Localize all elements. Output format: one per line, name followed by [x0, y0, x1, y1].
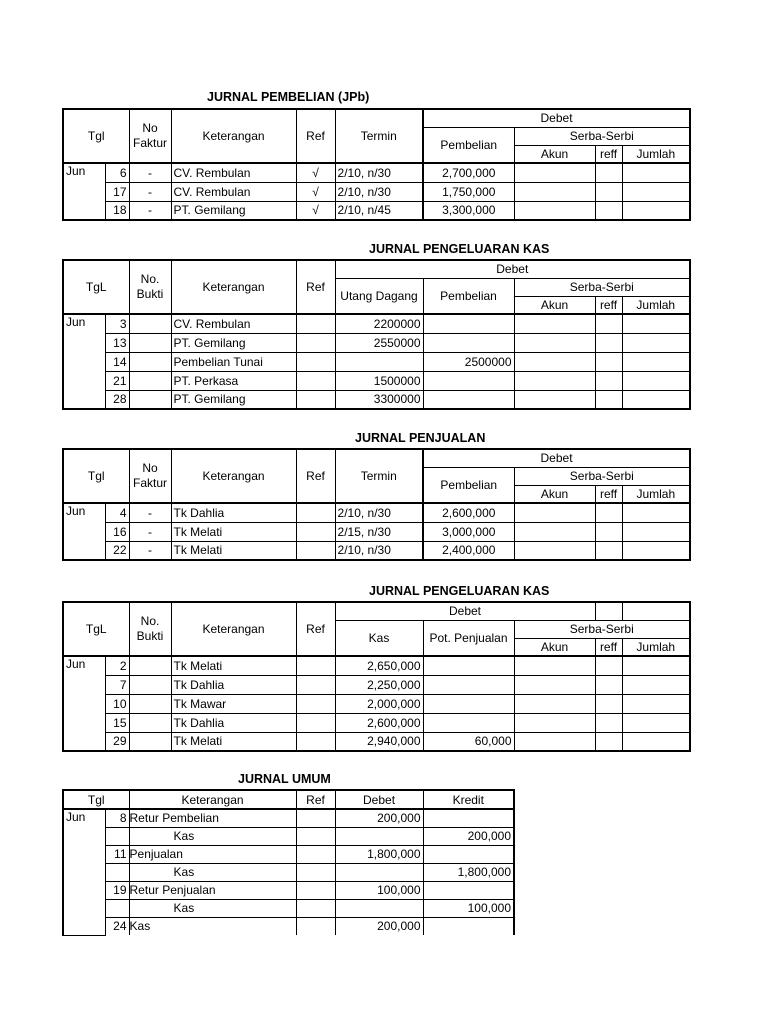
- keterangan-cell: Kas: [129, 917, 296, 935]
- termin-cell: 2/10, n/30: [335, 163, 423, 182]
- day-cell: 28: [105, 390, 129, 409]
- utang-cell: [335, 352, 423, 371]
- keterangan-cell: Retur Penjualan: [129, 881, 296, 899]
- empty-cell: [622, 333, 690, 352]
- debet-cell: 1,800,000: [335, 845, 423, 863]
- empty-cell: [129, 656, 171, 675]
- empty-cell: [622, 503, 690, 522]
- pembelian-cell: [423, 390, 514, 409]
- table-row: [63, 333, 690, 352]
- empty-cell: [296, 314, 335, 333]
- empty-cell: [129, 371, 171, 390]
- ref-cell: √: [296, 182, 335, 201]
- jurnal-pengeluaran-kas-table: [62, 259, 691, 410]
- header-reff: reff: [595, 296, 622, 314]
- kredit-cell: 1,800,000: [423, 863, 514, 881]
- keterangan-cell: PT. Gemilang: [171, 390, 296, 409]
- header-tgl: Tgl: [63, 109, 129, 163]
- termin-cell: 2/10, n/45: [335, 201, 423, 220]
- kredit-cell: [423, 809, 514, 827]
- header-jumlah: Jumlah: [622, 638, 690, 656]
- amount-cell: 2,600,000: [423, 503, 514, 522]
- table-row: [63, 314, 690, 333]
- amount-cell: 3,000,000: [423, 522, 514, 541]
- empty-cell: [296, 713, 335, 732]
- month-cell: Jun: [63, 656, 105, 751]
- keterangan-cell: Pembelian Tunai: [171, 352, 296, 371]
- kas-cell: 2,940,000: [335, 732, 423, 751]
- empty-cell: [296, 656, 335, 675]
- month-cell: Jun: [63, 503, 105, 560]
- table-row: [63, 917, 514, 935]
- utang-cell: 3300000: [335, 390, 423, 409]
- empty-cell: [622, 390, 690, 409]
- empty-cell: [595, 602, 622, 620]
- empty-cell: [129, 390, 171, 409]
- day-cell: 17: [105, 182, 129, 201]
- empty-cell: [595, 314, 622, 333]
- empty-cell: [595, 163, 622, 182]
- empty-cell: [514, 371, 595, 390]
- month-cell: Jun: [63, 809, 105, 935]
- table-row: [63, 694, 690, 713]
- empty-cell: [296, 809, 335, 827]
- keterangan-cell: Tk Dahlia: [171, 713, 296, 732]
- empty-cell: [514, 675, 595, 694]
- header-serba-serbi: Serba-Serbi: [514, 620, 690, 638]
- header-akun: Akun: [514, 296, 595, 314]
- table-row: [63, 163, 690, 182]
- empty-cell: [595, 713, 622, 732]
- keterangan-cell: Tk Melati: [171, 541, 296, 560]
- empty-cell: [622, 656, 690, 675]
- day-cell: [105, 827, 129, 845]
- empty-cell: [514, 732, 595, 751]
- table-row: [63, 845, 514, 863]
- header-debet: Debet: [335, 790, 423, 809]
- empty-cell: [595, 732, 622, 751]
- amount-cell: 2,700,000: [423, 163, 514, 182]
- debet-cell: 100,000: [335, 881, 423, 899]
- pot-cell: 60,000: [423, 732, 514, 751]
- empty-cell: [296, 541, 335, 560]
- header-pembelian: Pembelian: [423, 278, 514, 314]
- keterangan-cell: CV. Rembulan: [171, 182, 296, 201]
- empty-cell: [514, 314, 595, 333]
- header-serba-serbi: Serba-Serbi: [514, 127, 690, 145]
- empty-cell: [129, 732, 171, 751]
- empty-cell: [595, 371, 622, 390]
- no-cell: -: [129, 201, 171, 220]
- day-cell: 18: [105, 201, 129, 220]
- empty-cell: [622, 732, 690, 751]
- header-jumlah: Jumlah: [622, 485, 690, 503]
- header-jumlah: Jumlah: [622, 296, 690, 314]
- empty-cell: [296, 917, 335, 935]
- empty-cell: [595, 656, 622, 675]
- empty-cell: [595, 675, 622, 694]
- pot-cell: [423, 694, 514, 713]
- empty-cell: [129, 675, 171, 694]
- empty-cell: [595, 201, 622, 220]
- empty-cell: [595, 522, 622, 541]
- utang-cell: 1500000: [335, 371, 423, 390]
- header-reff: reff: [595, 485, 622, 503]
- day-cell: 8: [105, 809, 129, 827]
- header-debet: Debet: [423, 109, 690, 127]
- kredit-cell: 100,000: [423, 899, 514, 917]
- empty-cell: [514, 352, 595, 371]
- header-tgl: TgL: [63, 602, 129, 656]
- header-kas: Kas: [335, 620, 423, 656]
- amount-cell: 1,750,000: [423, 182, 514, 201]
- empty-cell: [296, 522, 335, 541]
- keterangan-cell: Kas: [129, 827, 296, 845]
- header-reff: reff: [595, 638, 622, 656]
- header-no-bukti: No. Bukti: [129, 260, 171, 314]
- utang-cell: 2200000: [335, 314, 423, 333]
- empty-cell: [622, 694, 690, 713]
- day-cell: 3: [105, 314, 129, 333]
- jurnal-umum-table: [62, 789, 515, 936]
- header-keterangan: Keterangan: [171, 602, 296, 656]
- header-tgl: TgL: [63, 260, 129, 314]
- empty-cell: [129, 314, 171, 333]
- jurnal-pembelian-title: JURNAL PEMBELIAN (JPb): [207, 90, 370, 104]
- kas-cell: 2,600,000: [335, 713, 423, 732]
- header-keterangan: Keterangan: [171, 449, 296, 503]
- header-keterangan: Keterangan: [171, 260, 296, 314]
- day-cell: 6: [105, 163, 129, 182]
- empty-cell: [622, 182, 690, 201]
- no-cell: -: [129, 503, 171, 522]
- day-cell: 29: [105, 732, 129, 751]
- header-termin: Termin: [335, 109, 423, 163]
- empty-cell: [595, 333, 622, 352]
- termin-cell: 2/10, n/30: [335, 541, 423, 560]
- header-termin: Termin: [335, 449, 423, 503]
- header-ref: Ref: [296, 260, 335, 314]
- empty-cell: [296, 694, 335, 713]
- day-cell: 21: [105, 371, 129, 390]
- table-row: [63, 732, 690, 751]
- header-pembelian: Pembelian: [423, 127, 514, 163]
- keterangan-cell: Tk Melati: [171, 732, 296, 751]
- header-no-bukti: No. Bukti: [129, 602, 171, 656]
- day-cell: 19: [105, 881, 129, 899]
- keterangan-cell: Penjualan: [129, 845, 296, 863]
- empty-cell: [514, 182, 595, 201]
- jurnal-pembelian-table: [62, 108, 691, 221]
- table-row: [63, 390, 690, 409]
- empty-cell: [514, 390, 595, 409]
- table-row: [63, 182, 690, 201]
- empty-cell: [296, 899, 335, 917]
- empty-cell: [595, 694, 622, 713]
- header-no-faktur: No Faktur: [129, 449, 171, 503]
- empty-cell: [296, 675, 335, 694]
- debet-cell: [335, 863, 423, 881]
- empty-cell: [514, 522, 595, 541]
- empty-cell: [622, 201, 690, 220]
- keterangan-cell: Tk Dahlia: [171, 503, 296, 522]
- empty-cell: [595, 503, 622, 522]
- pembelian-cell: [423, 371, 514, 390]
- header-reff: reff: [595, 145, 622, 163]
- empty-cell: [622, 713, 690, 732]
- day-cell: 11: [105, 845, 129, 863]
- debet-cell: 200,000: [335, 809, 423, 827]
- amount-cell: 2,400,000: [423, 541, 514, 560]
- table-row: [63, 522, 690, 541]
- empty-cell: [129, 333, 171, 352]
- empty-cell: [514, 201, 595, 220]
- empty-cell: [514, 163, 595, 182]
- keterangan-cell: Tk Melati: [171, 656, 296, 675]
- no-cell: -: [129, 182, 171, 201]
- table-row: [63, 675, 690, 694]
- amount-cell: 3,300,000: [423, 201, 514, 220]
- pot-cell: [423, 713, 514, 732]
- keterangan-cell: Kas: [129, 863, 296, 881]
- keterangan-cell: PT. Gemilang: [171, 333, 296, 352]
- empty-cell: [129, 694, 171, 713]
- day-cell: 13: [105, 333, 129, 352]
- day-cell: [105, 899, 129, 917]
- table-row: [63, 713, 690, 732]
- header-utang-dagang: Utang Dagang: [335, 278, 423, 314]
- empty-cell: [129, 352, 171, 371]
- header-pot-penjualan: Pot. Penjualan: [423, 620, 514, 656]
- empty-cell: [595, 541, 622, 560]
- jurnal-penjualan-table: [62, 448, 691, 561]
- header-ref: Ref: [296, 449, 335, 503]
- kredit-cell: [423, 917, 514, 935]
- table-row: [63, 352, 690, 371]
- header-serba-serbi: Serba-Serbi: [514, 467, 690, 485]
- no-cell: -: [129, 163, 171, 182]
- day-cell: 24: [105, 917, 129, 935]
- header-akun: Akun: [514, 638, 595, 656]
- day-cell: 7: [105, 675, 129, 694]
- table-row: [63, 899, 514, 917]
- jurnal-pengeluaran-kas-title: JURNAL PENGELUARAN KAS: [369, 242, 550, 256]
- empty-cell: [622, 522, 690, 541]
- empty-cell: [296, 881, 335, 899]
- debet-cell: 200,000: [335, 917, 423, 935]
- day-cell: 10: [105, 694, 129, 713]
- no-cell: -: [129, 522, 171, 541]
- empty-cell: [514, 333, 595, 352]
- header-serba-serbi: Serba-Serbi: [514, 278, 690, 296]
- table-row: [63, 827, 514, 845]
- empty-cell: [595, 352, 622, 371]
- empty-cell: [296, 827, 335, 845]
- empty-cell: [622, 352, 690, 371]
- kas-cell: 2,000,000: [335, 694, 423, 713]
- day-cell: 2: [105, 656, 129, 675]
- month-cell: Jun: [63, 163, 105, 220]
- empty-cell: [296, 333, 335, 352]
- keterangan-cell: Retur Pembelian: [129, 809, 296, 827]
- empty-cell: [622, 314, 690, 333]
- day-cell: 4: [105, 503, 129, 522]
- empty-cell: [622, 371, 690, 390]
- kredit-cell: [423, 881, 514, 899]
- header-pembelian: Pembelian: [423, 467, 514, 503]
- header-akun: Akun: [514, 485, 595, 503]
- debet-cell: [335, 827, 423, 845]
- jurnal-umum-title: JURNAL UMUM: [238, 772, 331, 786]
- header-ref: Ref: [296, 109, 335, 163]
- month-cell: Jun: [63, 314, 105, 409]
- keterangan-cell: Tk Mawar: [171, 694, 296, 713]
- table-row: [63, 503, 690, 522]
- header-jumlah: Jumlah: [622, 145, 690, 163]
- jurnal-penjualan-title: JURNAL PENJUALAN: [355, 431, 486, 445]
- header-akun: Akun: [514, 145, 595, 163]
- empty-cell: [514, 541, 595, 560]
- header-tgl: Tgl: [63, 790, 129, 809]
- debet-cell: [335, 899, 423, 917]
- keterangan-cell: CV. Rembulan: [171, 314, 296, 333]
- keterangan-cell: Tk Melati: [171, 522, 296, 541]
- jurnal-pengeluaran-kas-2-title: JURNAL PENGELUARAN KAS: [369, 584, 550, 598]
- header-kredit: Kredit: [423, 790, 514, 809]
- header-debet: Debet: [423, 449, 690, 467]
- empty-cell: [595, 390, 622, 409]
- empty-cell: [514, 694, 595, 713]
- keterangan-cell: PT. Perkasa: [171, 371, 296, 390]
- termin-cell: 2/10, n/30: [335, 182, 423, 201]
- pembelian-cell: [423, 314, 514, 333]
- table-row: [63, 541, 690, 560]
- empty-cell: [296, 352, 335, 371]
- termin-cell: 2/10, n/30: [335, 503, 423, 522]
- empty-cell: [296, 845, 335, 863]
- header-no-faktur: No Faktur: [129, 109, 171, 163]
- ref-cell: √: [296, 163, 335, 182]
- empty-cell: [514, 503, 595, 522]
- day-cell: 14: [105, 352, 129, 371]
- table-row: [63, 881, 514, 899]
- empty-cell: [129, 713, 171, 732]
- header-tgl: Tgl: [63, 449, 129, 503]
- termin-cell: 2/15, n/30: [335, 522, 423, 541]
- day-cell: 15: [105, 713, 129, 732]
- table-row: [63, 656, 690, 675]
- empty-cell: [296, 390, 335, 409]
- empty-cell: [622, 541, 690, 560]
- empty-cell: [595, 182, 622, 201]
- kredit-cell: 200,000: [423, 827, 514, 845]
- keterangan-cell: Kas: [129, 899, 296, 917]
- kas-cell: 2,250,000: [335, 675, 423, 694]
- pembelian-cell: 2500000: [423, 352, 514, 371]
- empty-cell: [296, 863, 335, 881]
- table-row: [63, 371, 690, 390]
- header-debet: Debet: [335, 602, 595, 620]
- table-row: [63, 809, 514, 827]
- header-keterangan: Keterangan: [129, 790, 296, 809]
- kredit-cell: [423, 845, 514, 863]
- empty-cell: [514, 656, 595, 675]
- header-ref: Ref: [296, 602, 335, 656]
- kas-cell: 2,650,000: [335, 656, 423, 675]
- no-cell: -: [129, 541, 171, 560]
- keterangan-cell: CV. Rembulan: [171, 163, 296, 182]
- day-cell: [105, 863, 129, 881]
- empty-cell: [514, 713, 595, 732]
- empty-cell: [622, 602, 690, 620]
- day-cell: 16: [105, 522, 129, 541]
- pot-cell: [423, 675, 514, 694]
- day-cell: 22: [105, 541, 129, 560]
- header-keterangan: Keterangan: [171, 109, 296, 163]
- jurnal-pengeluaran-kas-2-table: [62, 601, 691, 752]
- header-debet: Debet: [335, 260, 690, 278]
- header-ref: Ref: [296, 790, 335, 809]
- ref-cell: √: [296, 201, 335, 220]
- empty-cell: [296, 732, 335, 751]
- empty-cell: [622, 675, 690, 694]
- pot-cell: [423, 656, 514, 675]
- table-row: [63, 201, 690, 220]
- empty-cell: [622, 163, 690, 182]
- pembelian-cell: [423, 333, 514, 352]
- keterangan-cell: PT. Gemilang: [171, 201, 296, 220]
- utang-cell: 2550000: [335, 333, 423, 352]
- keterangan-cell: Tk Dahlia: [171, 675, 296, 694]
- empty-cell: [296, 503, 335, 522]
- empty-cell: [296, 371, 335, 390]
- table-row: [63, 863, 514, 881]
